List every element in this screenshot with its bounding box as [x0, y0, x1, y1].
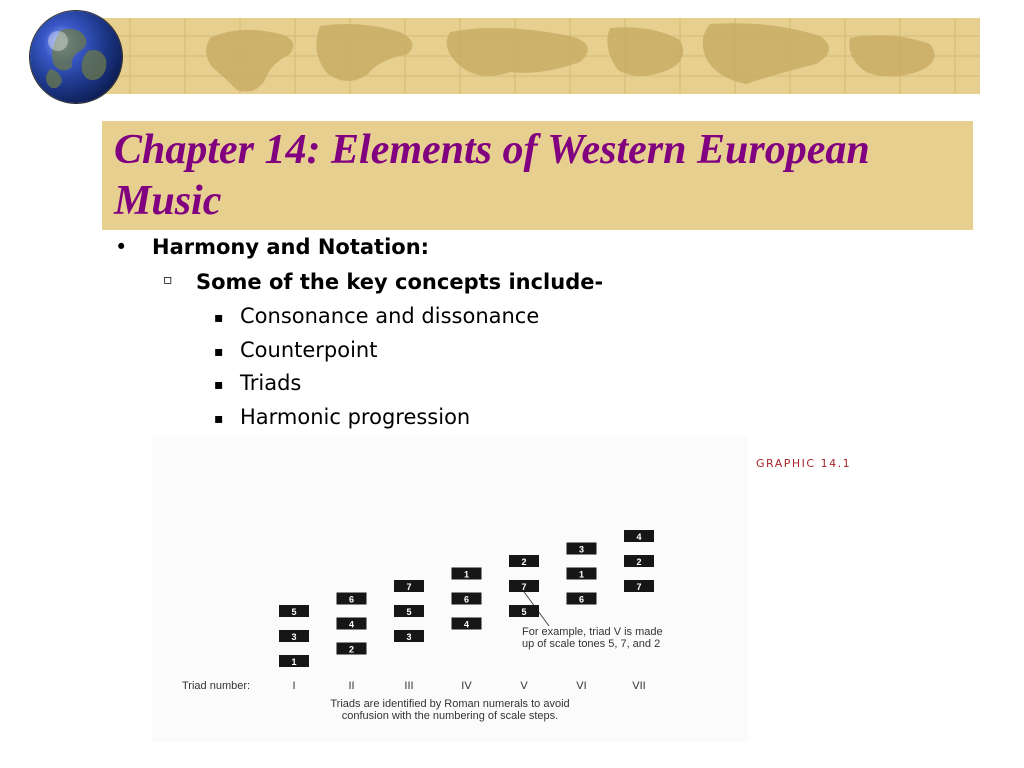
world-map-graphic: [90, 18, 980, 94]
scale-tone-box: [509, 605, 539, 617]
annotation-line-2: up of scale tones 5, 7, and 2: [522, 638, 661, 650]
scale-tone-box: [452, 568, 482, 580]
scale-tone-number: 7: [406, 582, 412, 592]
scale-tone-number: 4: [636, 532, 642, 542]
scale-tone-box: [337, 618, 367, 630]
scale-tone-box: [394, 580, 424, 592]
scale-tone-box: [624, 555, 654, 567]
scale-tone-number: 5: [291, 607, 297, 617]
triad-numeral: VI: [576, 680, 587, 692]
item-bullet-marker: ▪: [214, 411, 224, 427]
scale-tone-number: 2: [348, 644, 355, 655]
scale-tone-box: [624, 530, 654, 542]
triads-figure: [152, 436, 748, 742]
scale-tone-box: [337, 593, 367, 605]
list-item: Counterpoint: [240, 338, 378, 362]
scale-tone-box: [624, 580, 654, 592]
bullet-marker: •: [115, 235, 128, 259]
header-banner: [90, 18, 980, 94]
sub-bullet-marker: ▫: [163, 272, 173, 288]
scale-tone-number: 5: [406, 607, 412, 617]
caption-line-2: confusion with the numbering of scale steps.: [341, 710, 559, 722]
triad-number-label: Triad number:: [182, 680, 251, 692]
scale-tone-box: [394, 630, 424, 642]
list-item: Harmonic progression: [240, 405, 471, 429]
globe-icon: [30, 11, 122, 103]
scale-tone-number: 6: [578, 594, 585, 605]
scale-tone-box: [337, 643, 367, 655]
scale-tone-number: 1: [463, 569, 470, 580]
scale-tone-number: 5: [521, 607, 527, 617]
slide-title: Chapter 14: Elements of Western European Music: [114, 127, 870, 224]
triad-numeral: VII: [632, 680, 646, 692]
scale-tone-box: [567, 543, 597, 555]
list-item: Consonance and dissonance: [240, 304, 540, 328]
triad-numeral: IV: [461, 680, 472, 692]
scale-tone-number: 6: [348, 594, 355, 605]
scale-tone-box: [452, 593, 482, 605]
triad-numeral: III: [404, 680, 414, 692]
triads-diagram: [152, 436, 748, 742]
scale-tone-number: 1: [291, 657, 297, 667]
scale-tone-box: [394, 605, 424, 617]
scale-tone-number: 3: [291, 632, 297, 642]
triad-numeral: I: [292, 680, 296, 692]
scale-tone-number: 3: [406, 632, 412, 642]
scale-tone-box: [509, 555, 539, 567]
scale-tone-box: [509, 580, 539, 592]
triad-numeral: V: [520, 680, 528, 692]
scale-tone-number: 7: [636, 582, 642, 592]
item-bullet-marker: ▪: [214, 310, 224, 326]
bullet-subheading: Some of the key concepts include-: [196, 270, 604, 294]
scale-tone-number: 6: [463, 594, 470, 605]
scale-tone-box: [279, 630, 309, 642]
annotation-line-1: For example, triad V is made: [522, 626, 663, 638]
scale-tone-number: 4: [348, 619, 355, 630]
title-panel: [102, 121, 973, 230]
triad-numeral: II: [348, 680, 355, 692]
scale-tone-box: [279, 655, 309, 667]
scale-tone-number: 3: [578, 544, 585, 555]
bullet-heading: Harmony and Notation:: [152, 235, 430, 259]
item-bullet-marker: ▪: [214, 344, 224, 360]
scale-tone-box: [567, 568, 597, 580]
scale-tone-number: 1: [578, 569, 585, 580]
scale-tone-box: [279, 605, 309, 617]
scale-tone-number: 2: [521, 557, 527, 567]
scale-tone-number: 7: [521, 582, 527, 592]
scale-tone-number: 2: [636, 557, 642, 567]
item-bullet-marker: ▪: [214, 377, 224, 393]
scale-tone-box: [452, 618, 482, 630]
scale-tone-number: 4: [463, 619, 470, 630]
list-item: Triads: [240, 371, 302, 395]
graphic-label: GRAPHIC 14.1: [756, 457, 852, 470]
caption-line-1: Triads are identified by Roman numerals to avoid: [330, 698, 570, 710]
scale-tone-box: [567, 593, 597, 605]
